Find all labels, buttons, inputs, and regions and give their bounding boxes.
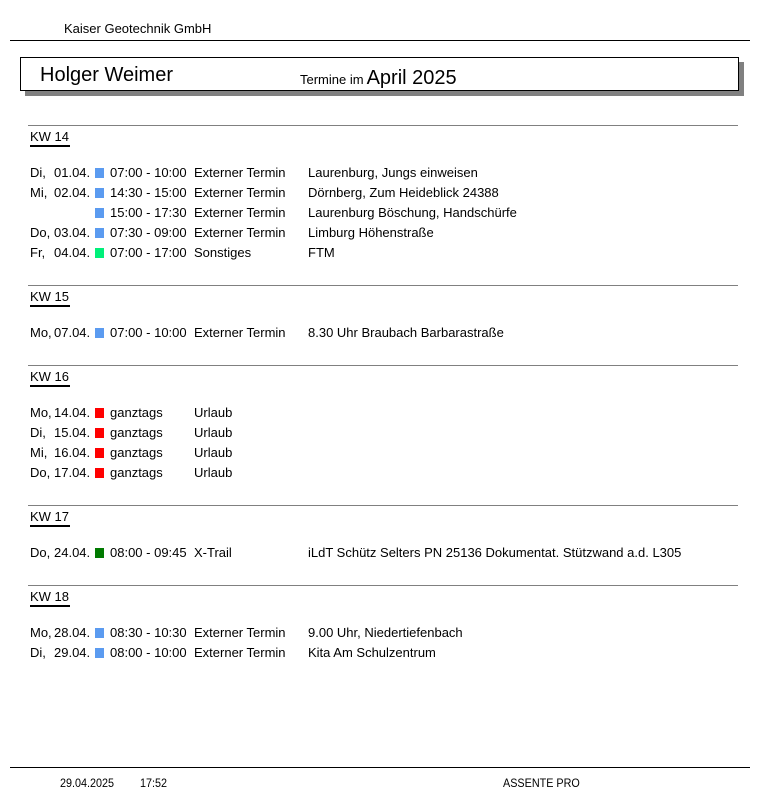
date: 24.04. (54, 545, 91, 560)
time-range: 07:30 - 09:00 (110, 225, 187, 240)
weekday: Mi, (30, 185, 48, 200)
print-time: 17:52 (140, 776, 168, 790)
section-divider (28, 365, 738, 366)
time-range: 15:00 - 17:30 (110, 205, 187, 220)
appointment-row[interactable] (28, 165, 738, 185)
appointment-row[interactable] (28, 405, 738, 425)
appointment-row[interactable] (28, 245, 738, 265)
appointment-row[interactable] (28, 445, 738, 465)
category-color-swatch (95, 448, 104, 458)
category-color-swatch (95, 408, 104, 418)
category-color-swatch (95, 248, 104, 258)
date: 16.04. (54, 445, 91, 460)
appointment-type: Externer Termin (194, 165, 286, 180)
appointment-type: Externer Termin (194, 325, 286, 340)
date: 04.04. (54, 245, 91, 260)
weekday: Di, (30, 645, 46, 660)
appointment-type: Externer Termin (194, 625, 286, 640)
category-color-swatch (95, 628, 104, 638)
week-label: KW 14 (30, 129, 70, 147)
category-color-swatch (95, 208, 104, 218)
appointment-type: Externer Termin (194, 645, 286, 660)
appointment-type: Urlaub (194, 445, 233, 460)
weekday: Do, (30, 545, 51, 560)
appointment-row[interactable] (28, 185, 738, 205)
header-divider (10, 40, 750, 41)
appointment-type: Urlaub (194, 405, 233, 420)
week-section (28, 285, 738, 345)
section-divider (28, 505, 738, 506)
category-color-swatch (95, 468, 104, 478)
appointment-row[interactable] (28, 425, 738, 445)
category-color-swatch (95, 428, 104, 438)
week-section (28, 365, 738, 485)
week-label: KW 15 (30, 289, 70, 307)
appointment-type: Urlaub (194, 425, 233, 440)
appointment-row[interactable] (28, 205, 738, 225)
appointment-row[interactable] (28, 645, 738, 665)
appointment-description: 9.00 Uhr, Niedertiefenbach (308, 625, 463, 640)
date: 15.04. (54, 425, 91, 440)
date: 01.04. (54, 165, 91, 180)
title-box (20, 57, 739, 91)
weekday: Di, (30, 425, 46, 440)
weekday: Di, (30, 165, 46, 180)
week-label: KW 17 (30, 509, 70, 527)
appointment-description: Laurenburg, Jungs einweisen (308, 165, 478, 180)
appointment-description: Laurenburg Böschung, Handschürfe (308, 205, 517, 220)
appointment-row[interactable] (28, 545, 738, 565)
company-name: Kaiser Geotechnik GmbH (64, 21, 212, 36)
week-label: KW 18 (30, 589, 70, 607)
category-color-swatch (95, 328, 104, 338)
category-color-swatch (95, 188, 104, 198)
category-color-swatch (95, 228, 104, 238)
date: 14.04. (54, 405, 91, 420)
appointment-row[interactable] (28, 625, 738, 645)
person-name: Holger Weimer (40, 64, 173, 86)
date: 17.04. (54, 465, 91, 480)
appointment-type: Externer Termin (194, 205, 286, 220)
subtitle-prefix: Termine im (300, 72, 364, 87)
time-range: 07:00 - 17:00 (110, 245, 187, 260)
time-range: ganztags (110, 445, 163, 460)
weekday: Mo, (30, 405, 52, 420)
week-section (28, 125, 738, 265)
weekday: Mi, (30, 445, 48, 460)
appointment-description: Limburg Höhenstraße (308, 225, 434, 240)
time-range: ganztags (110, 405, 163, 420)
weekday: Mo, (30, 325, 52, 340)
title-subtitle (300, 67, 457, 90)
date: 03.04. (54, 225, 91, 240)
section-divider (28, 125, 738, 126)
date: 29.04. (54, 645, 91, 660)
appointment-description: 8.30 Uhr Braubach Barbarastraße (308, 325, 504, 340)
appointment-row[interactable] (28, 465, 738, 485)
time-range: ganztags (110, 425, 163, 440)
app-name: ASSENTE PRO (503, 776, 580, 790)
time-range: 07:00 - 10:00 (110, 165, 187, 180)
section-divider (28, 585, 738, 586)
date: 02.04. (54, 185, 91, 200)
category-color-swatch (95, 168, 104, 178)
appointment-description: iLdT Schütz Selters PN 25136 Dokumentat. Stützwand a.d. L305 (308, 545, 682, 560)
category-color-swatch (95, 548, 104, 558)
section-divider (28, 285, 738, 286)
footer-divider (10, 767, 750, 768)
appointment-description: FTM (308, 245, 335, 260)
appointment-type: Externer Termin (194, 225, 286, 240)
date: 28.04. (54, 625, 91, 640)
time-range: 08:00 - 10:00 (110, 645, 187, 660)
appointment-type: Urlaub (194, 465, 233, 480)
appointment-description: Kita Am Schulzentrum (308, 645, 436, 660)
print-date: 29.04.2025 (60, 776, 115, 790)
week-section (28, 585, 738, 665)
appointment-row[interactable] (28, 225, 738, 245)
appointment-description: Dörnberg, Zum Heideblick 24388 (308, 185, 499, 200)
weekday: Mo, (30, 625, 52, 640)
time-range: 08:00 - 09:45 (110, 545, 187, 560)
time-range: 07:00 - 10:00 (110, 325, 187, 340)
time-range: 08:30 - 10:30 (110, 625, 187, 640)
appointment-type: X-Trail (194, 545, 232, 560)
weekday: Do, (30, 465, 51, 480)
month-label: April 2025 (366, 67, 457, 89)
appointment-type: Sonstiges (194, 245, 252, 260)
time-range: 14:30 - 15:00 (110, 185, 187, 200)
weekday: Do, (30, 225, 51, 240)
date: 07.04. (54, 325, 91, 340)
time-range: ganztags (110, 465, 163, 480)
appointment-row[interactable] (28, 325, 738, 345)
appointment-type: Externer Termin (194, 185, 286, 200)
weekday: Fr, (30, 245, 46, 260)
category-color-swatch (95, 648, 104, 658)
week-label: KW 16 (30, 369, 70, 387)
week-section (28, 505, 738, 565)
